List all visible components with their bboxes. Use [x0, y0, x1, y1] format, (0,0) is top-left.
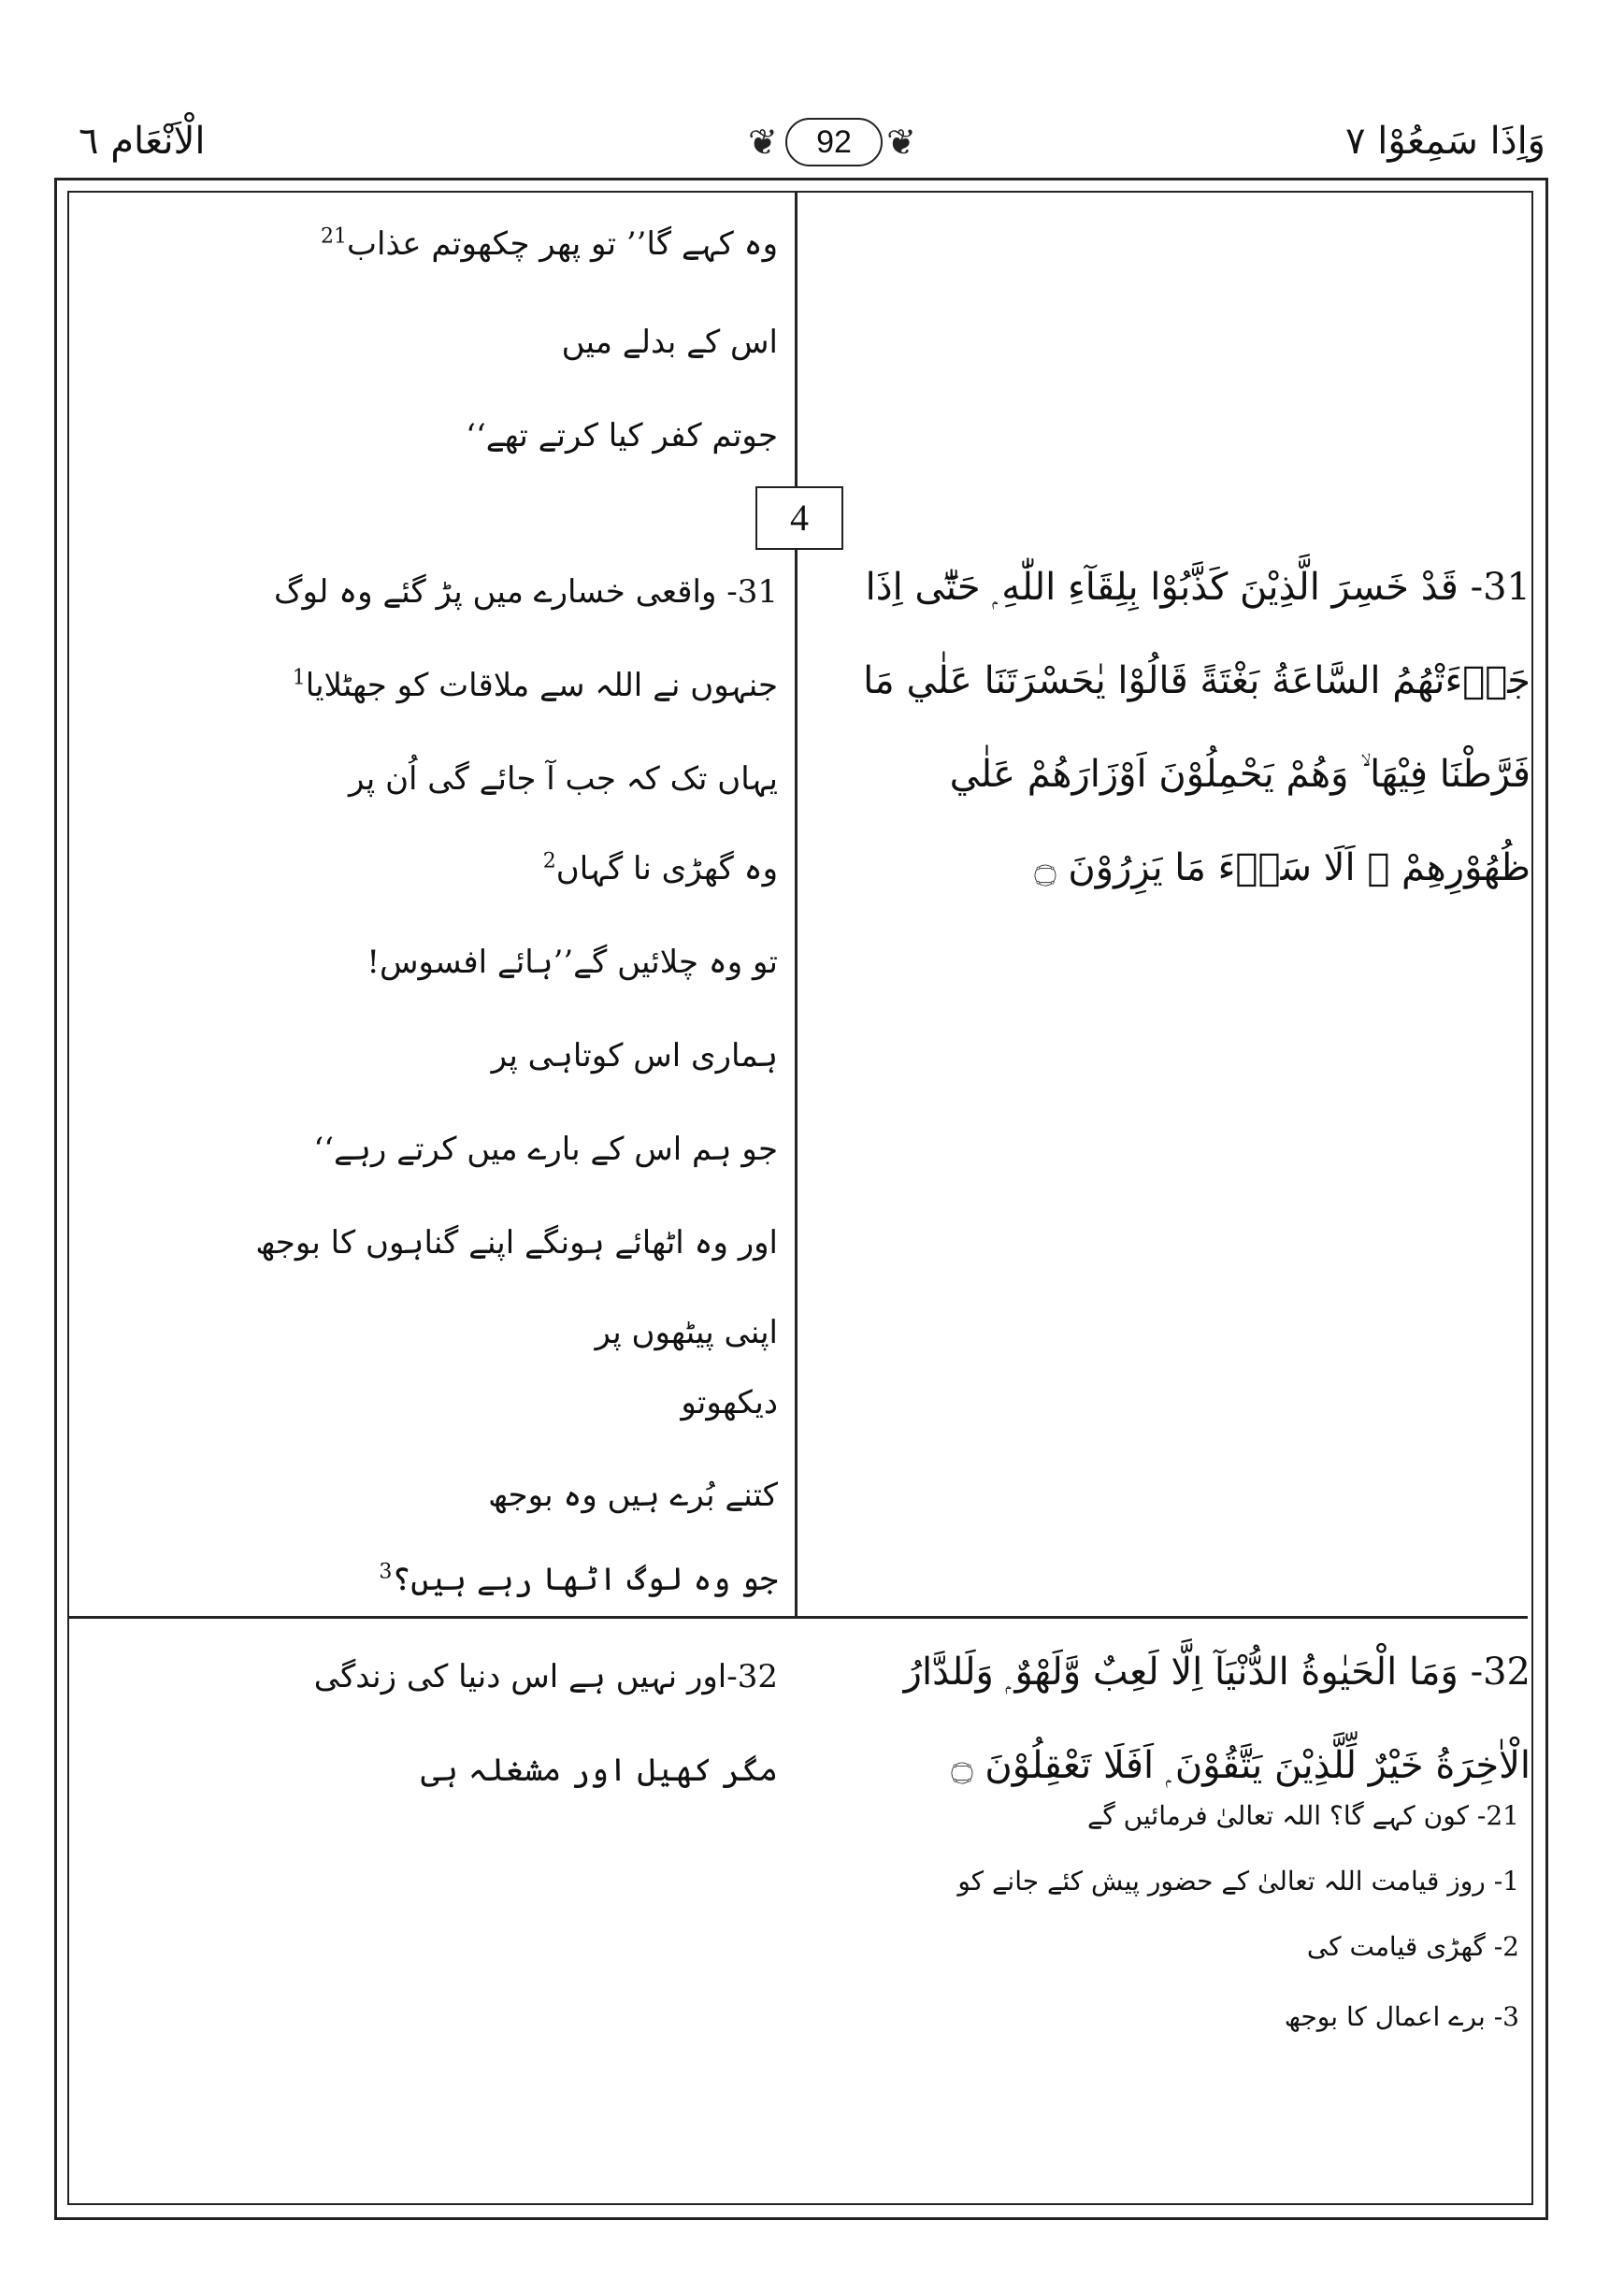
footnote-divider — [69, 1616, 1528, 1619]
translation-line: جو وہ لوگ اٹھا رہے ہیں؟$^3$ — [379, 1560, 778, 1598]
footnote: 21- کون کہے گا؟ اللہ تعالیٰ فرمائیں گے — [1087, 1800, 1519, 1831]
translation-line: یہاں تک کہ جب آ جائے گی اُن پر — [349, 760, 778, 798]
translation-line: ہماری اس کوتاہی پر — [491, 1037, 778, 1074]
translation-line: اور وہ اٹھائے ہونگے اپنے گناہوں کا بوجھ — [255, 1224, 778, 1262]
translation-line: 32-اور نہیں ہے اس دنیا کی زندگی — [313, 1658, 778, 1695]
footnote: 2- گھڑی قیامت کی — [1306, 1931, 1519, 1962]
ornament-right-icon: ❦ — [886, 122, 916, 163]
column-divider — [795, 193, 798, 1616]
page-header — [56, 112, 1568, 178]
ornament-left-icon: ❦ — [748, 122, 778, 163]
translation-line: وہ گھڑی نا گہاں$^2$ — [542, 849, 778, 887]
footnote: 3- برے اعمال کا بوجھ — [1284, 2001, 1519, 2032]
translation-line: جنہوں نے اللہ سے ملاقات کو جھٹلایا$^1$ — [292, 666, 778, 704]
translation-line: کتنے بُرے ہیں وہ بوجھ — [488, 1477, 778, 1514]
verse-31-line: 31- قَدْ خَسِرَ الَّذِيْنَ كَذَّبُوْا بِلِقَآءِ اللّٰهِ ۭ حَتّٰٓى اِذَا — [865, 566, 1531, 609]
verse-32-line: الْاٰخِرَةُ خَيْرٌ لِّلَّذِيْنَ يَتَّقُوْنَ ۭ اَفَلَا تَعْقِلُوْنَ ۝ — [951, 1744, 1531, 1787]
translation-line: وہ کہے گا’’ تو پھر چکھوتم عذاب$^{21}$ — [320, 224, 778, 263]
page-number-badge — [711, 112, 954, 172]
para-name: وَاِذَا سَمِعُوْا ٧ — [1345, 120, 1545, 163]
translation-line: جو ہم اس کے بارے میں کرتے رہے‘‘ — [313, 1131, 778, 1168]
translation-line: اس کے بدلے میں — [561, 324, 778, 361]
translation-line: جوتم کفر کیا کرتے تھے‘‘ — [466, 417, 778, 454]
surah-name: الْاَنْعَام ٦ — [79, 120, 206, 163]
translation-line: مگر کھیل اور مشغلہ ہی — [421, 1752, 778, 1789]
translation-line: اپنی پیٹھوں پر — [595, 1314, 778, 1351]
verse-32-line: 32- وَمَا الْحَيٰوةُ الدُّنْيَآ اِلَّا لَعِبٌ وَّلَهْوٌ ۭ وَلَلدَّارُ — [903, 1651, 1531, 1694]
verse-31-line: جَاۗءَتْهُمُ السَّاعَةُ بَغْتَةً قَالُوْا يٰحَسْرَتَنَا عَلٰي مَا — [863, 659, 1531, 702]
translation-line: تو وہ چلائیں گے’’ہائے افسوس! — [366, 944, 778, 981]
page-number: 92 — [785, 118, 883, 166]
section-number-box: 4 — [755, 486, 843, 550]
translation-line: 31- واقعی خسارے میں پڑ گئے وہ لوگ — [274, 573, 778, 611]
verse-31-line: ظُهُوْرِهِمْ ۭ اَلَا سَاۗءَ مَا يَزِرُوْنَ ۝ — [1034, 846, 1531, 889]
footnote: 1- روز قیامت اللہ تعالیٰ کے حضور پیش کئے جانے کو — [957, 1866, 1519, 1896]
translation-line: دیکھوتو — [681, 1384, 778, 1421]
verse-31-line: فَرَّطْنَا فِيْهَا ۙ وَهُمْ يَحْمِلُوْنَ اَوْزَارَهُمْ عَلٰي — [949, 753, 1531, 796]
